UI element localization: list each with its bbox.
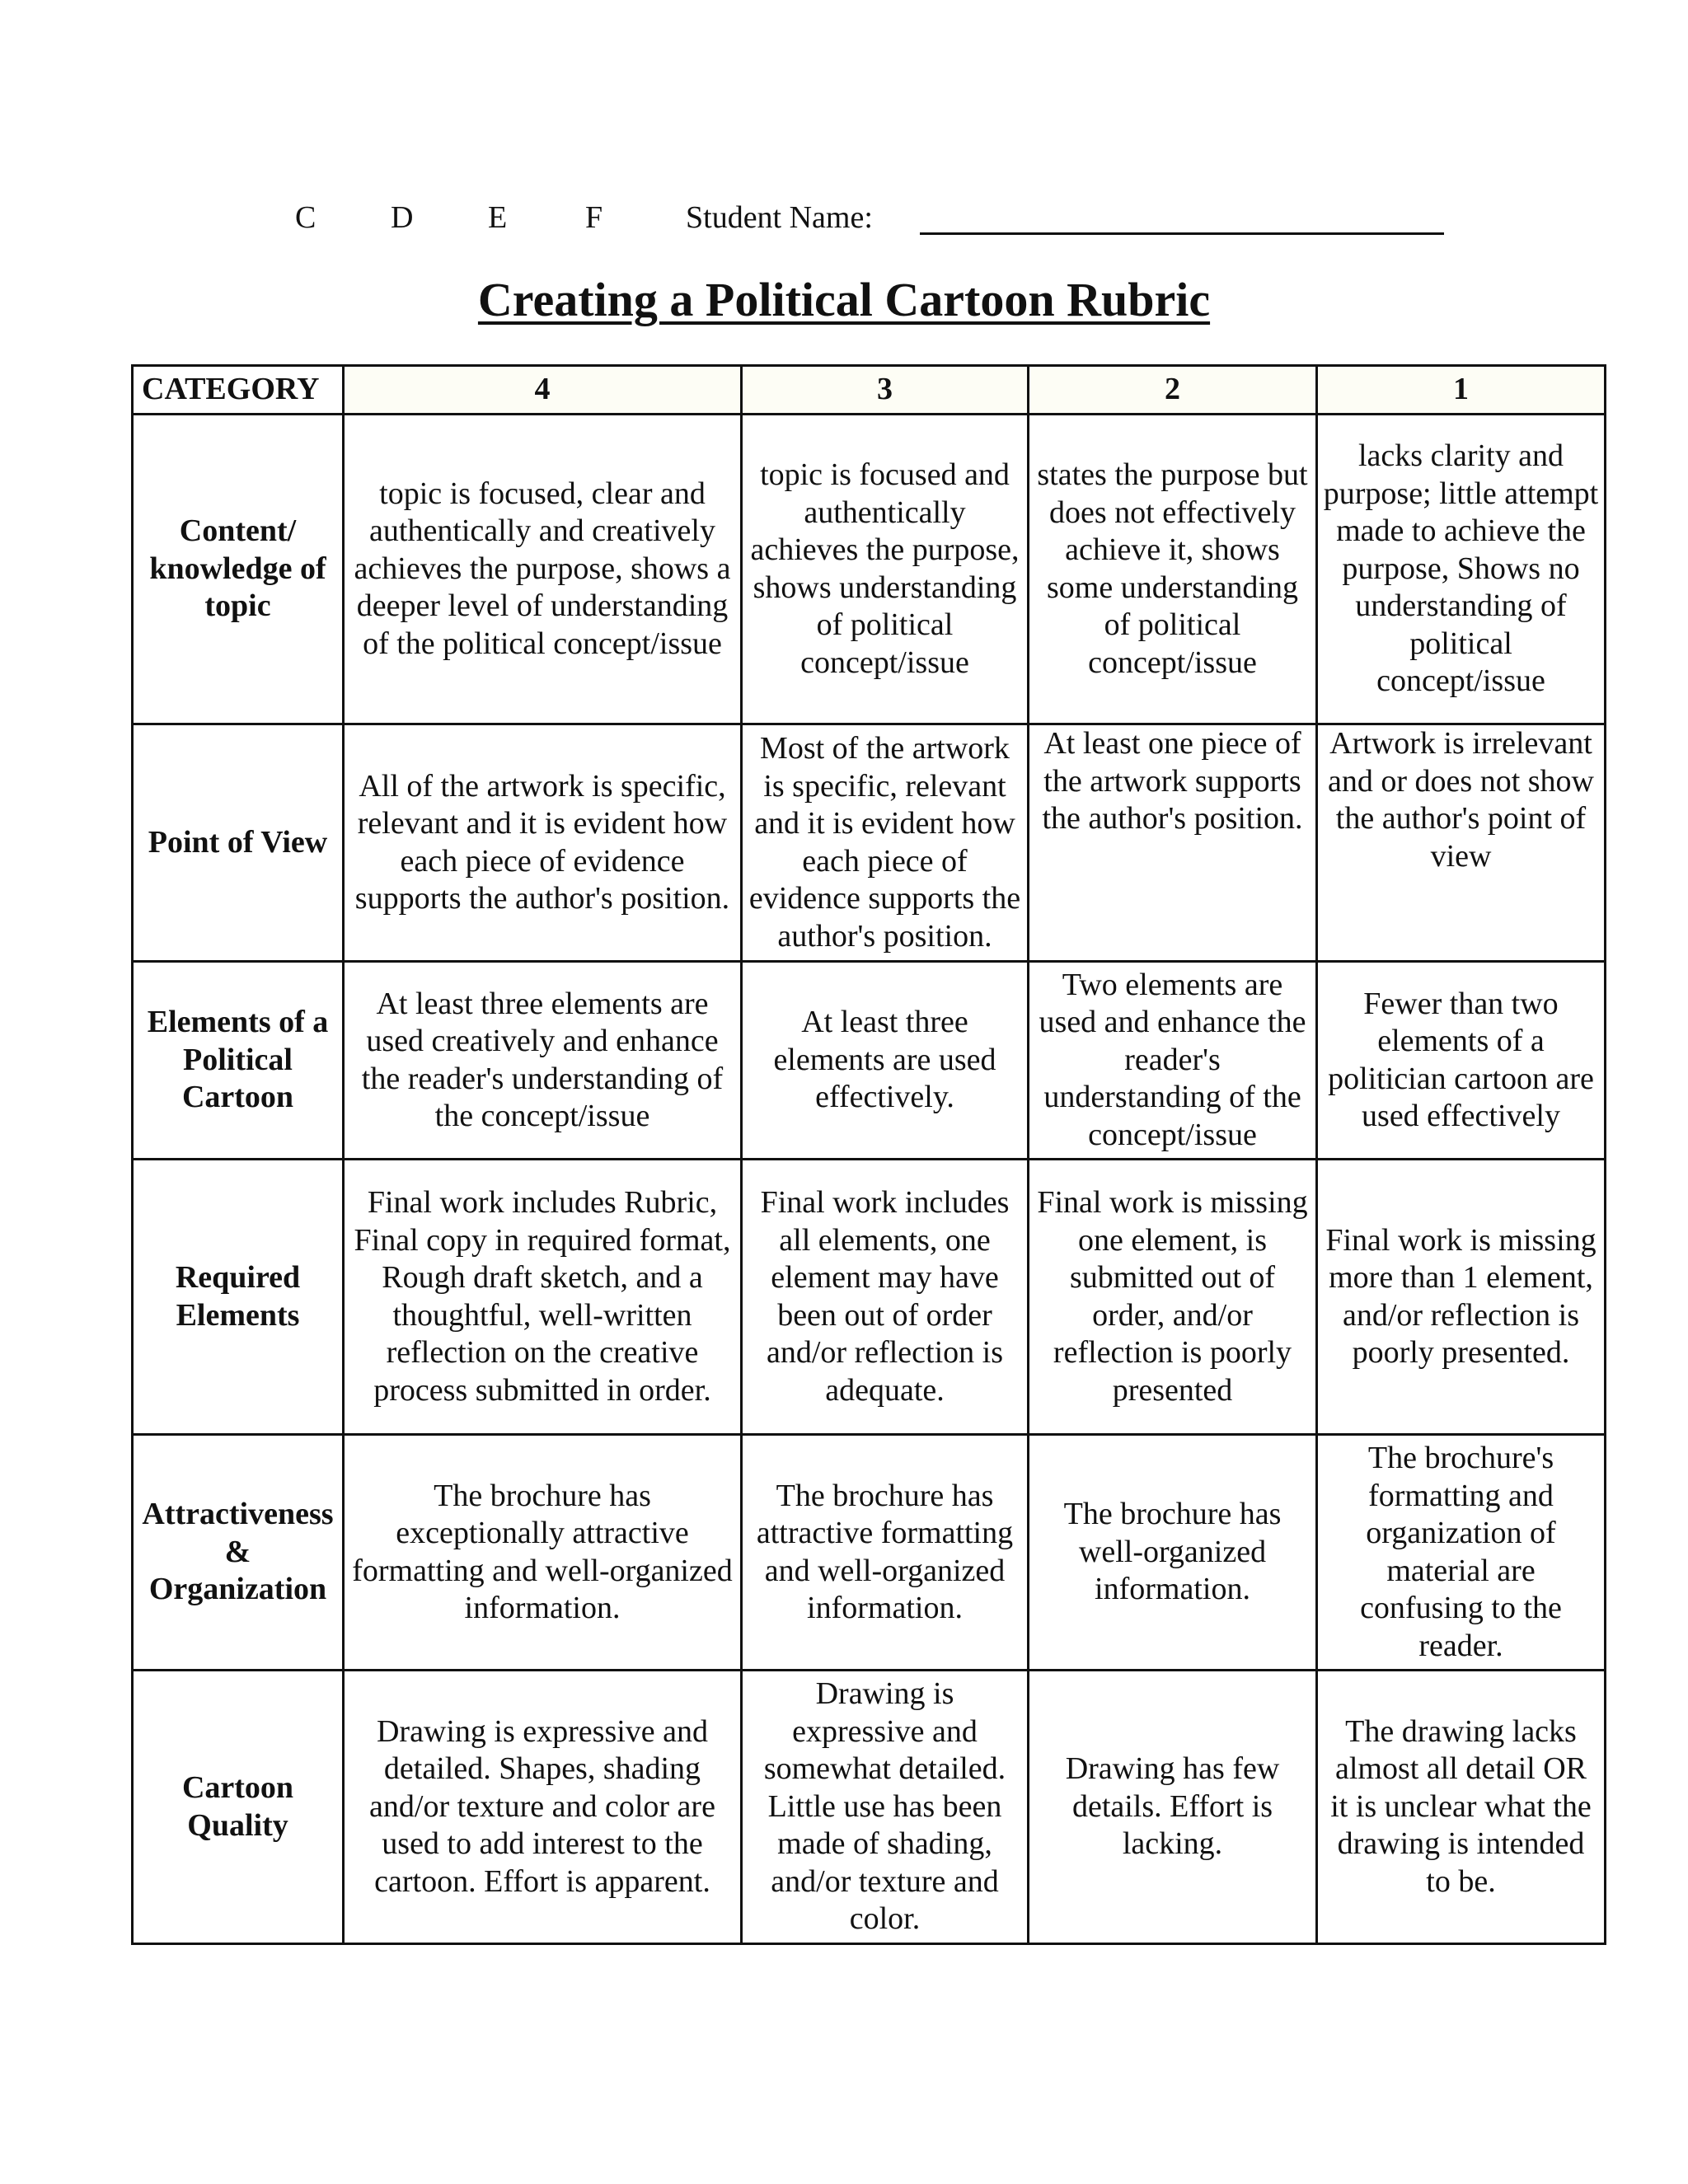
table-row	[133, 415, 1606, 724]
rubric-cell: The brochure has exceptionally attractive formatting and well-organized information.	[344, 1435, 742, 1671]
rubric-cell: The brochure has attractive formatting and well-organized information.	[742, 1435, 1029, 1671]
table-row	[133, 1671, 1606, 1944]
page-title-text: Creating a Political Cartoon Rubric	[477, 273, 1211, 326]
category-cell: Attractiveness & Organization	[133, 1435, 344, 1671]
column-header-category: CATEGORY	[133, 366, 344, 415]
rubric-cell: Final work is missing one element, is submitted out of order, and/or reflection is poorly presented	[1029, 1160, 1317, 1435]
rubric-table	[131, 364, 1606, 1945]
rubric-cell: Artwork is irrelevant and or does not show the author's point of view	[1317, 724, 1606, 962]
column-header-score-3: 3	[742, 366, 1029, 415]
category-cell: Elements of a Political Cartoon	[133, 962, 344, 1160]
rubric-cell: Final work includes all elements, one element may have been out of order and/or reflection is adequate.	[742, 1160, 1029, 1435]
rubric-cell: At least one piece of the artwork supports the author's position.	[1029, 724, 1317, 962]
rubric-cell: topic is focused, clear and authentically and creatively achieves the purpose, shows a deeper level of understanding of the political concept/issue	[344, 415, 742, 724]
table-row	[133, 962, 1606, 1160]
column-header-score-2: 2	[1029, 366, 1317, 415]
rubric-cell: topic is focused and authentically achieves the purpose, shows understanding of political concept/issue	[742, 415, 1029, 724]
rubric-cell: All of the artwork is specific, relevant and it is evident how each piece of evidence supports the author's position.	[344, 724, 742, 962]
table-row	[133, 724, 1606, 962]
category-cell: Content/ knowledge of topic	[133, 415, 344, 724]
student-name-blank	[920, 232, 1444, 235]
page-title	[0, 269, 1688, 331]
rubric-cell: The brochure's formatting and organization of material are confusing to the reader.	[1317, 1435, 1606, 1671]
rubric-cell: Final work is missing more than 1 element, and/or reflection is poorly presented.	[1317, 1160, 1606, 1435]
column-header-score-4: 4	[344, 366, 742, 415]
rubric-cell: states the purpose but does not effectively achieve it, shows some understanding of political concept/issue	[1029, 415, 1317, 724]
category-cell: Point of View	[133, 724, 344, 962]
rubric-cell: Drawing is expressive and somewhat detailed. Little use has been made of shading, and/or texture and color.	[742, 1671, 1029, 1944]
rubric-cell: Drawing has few details. Effort is lacking.	[1029, 1671, 1317, 1944]
student-name-label: Student Name:	[686, 200, 873, 235]
table-row	[133, 1160, 1606, 1435]
grade-option: F	[585, 200, 603, 235]
rubric-cell: The drawing lacks almost all detail OR it is unclear what the drawing is intended to be.	[1317, 1671, 1606, 1944]
table-row	[133, 1435, 1606, 1671]
rubric-cell: Fewer than two elements of a politician cartoon are used effectively	[1317, 962, 1606, 1160]
grade-option: C	[295, 200, 316, 235]
header-row	[0, 194, 1688, 241]
category-cell: Required Elements	[133, 1160, 344, 1435]
rubric-cell: At least three elements are used effectively.	[742, 962, 1029, 1160]
rubric-cell: Most of the artwork is specific, relevant and it is evident how each piece of evidence supports the author's position.	[742, 724, 1029, 962]
rubric-cell: At least three elements are used creatively and enhance the reader's understanding of the concept/issue	[344, 962, 742, 1160]
column-header-score-1: 1	[1317, 366, 1606, 415]
rubric-cell: lacks clarity and purpose; little attempt made to achieve the purpose, Shows no understanding of political concept/issue	[1317, 415, 1606, 724]
grade-option: E	[488, 200, 508, 235]
grade-option: D	[391, 200, 414, 235]
rubric-cell: Two elements are used and enhance the reader's understanding of the concept/issue	[1029, 962, 1317, 1160]
category-cell: Cartoon Quality	[133, 1671, 344, 1944]
rubric-cell: Drawing is expressive and detailed. Shapes, shading and/or texture and color are used to add interest to the cartoon. Effort is apparent.	[344, 1671, 742, 1944]
rubric-cell: Final work includes Rubric, Final copy in required format, Rough draft sketch, and a thoughtful, well-written reflection on the creative process submitted in order.	[344, 1160, 742, 1435]
rubric-cell: The brochure has well-organized information.	[1029, 1435, 1317, 1671]
rubric-header-row	[133, 366, 1606, 415]
